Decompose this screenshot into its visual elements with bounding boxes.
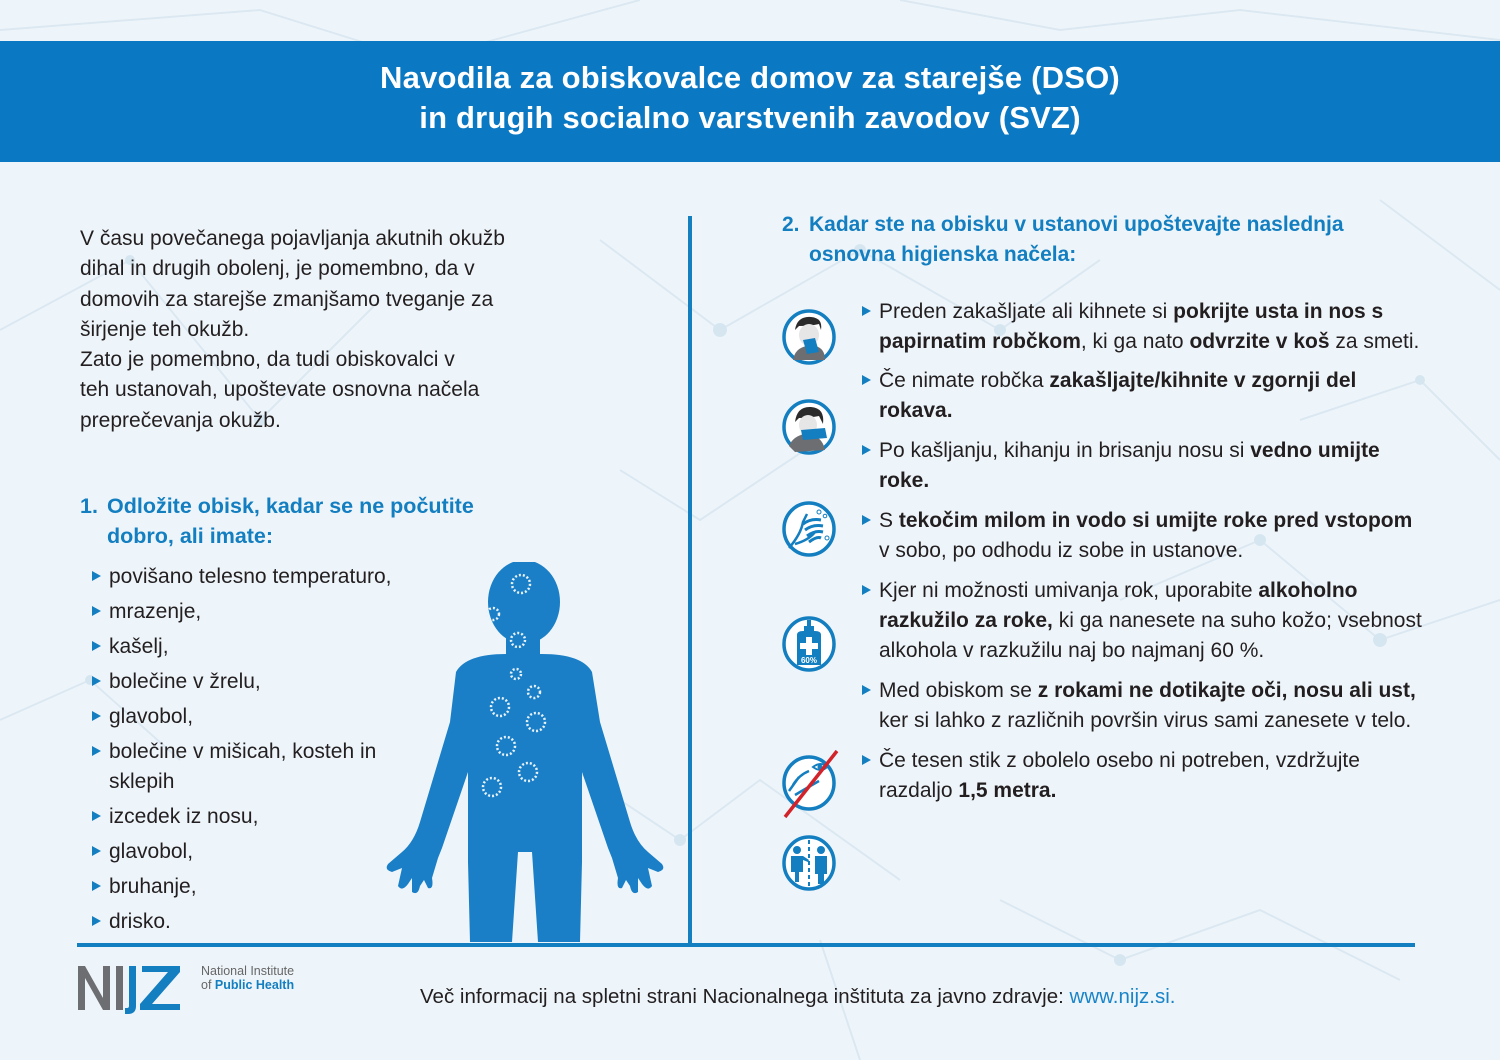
rule-item: [862, 297, 1422, 357]
symptom-item: [92, 632, 432, 662]
symptom-item: [92, 907, 432, 937]
bullet-triangle-icon: [92, 606, 101, 616]
section-2-number: 2.: [782, 213, 800, 236]
column-divider: [688, 216, 692, 944]
symptom-text: izcedek iz nosu,: [109, 805, 259, 828]
rule-emphasis-text: 1,5 metra.: [958, 779, 1057, 802]
symptom-text: drisko.: [109, 910, 171, 933]
intro-line: preprečevanja okužb.: [80, 408, 281, 432]
hand-washing-icon: [781, 500, 837, 558]
rule-text: Med obiskom se: [879, 679, 1038, 702]
section-1-number: 1.: [80, 494, 98, 518]
rule-emphasis-text: z rokami ne dotikajte oči, nosu ali ust,: [1037, 679, 1416, 702]
rule-item: [862, 576, 1422, 666]
symptom-text: mrazenje,: [109, 600, 202, 623]
logo-subtitle-line-2: [201, 978, 294, 992]
rule-item: [862, 436, 1422, 496]
intro-line: domovih za starejše zmanjšamo tveganje za: [80, 287, 494, 311]
intro-line: Zato je pomembno, da tudi obiskovalci v: [80, 348, 455, 372]
bullet-triangle-icon: [862, 585, 871, 595]
logo-subtitle-line-1: National Institute: [201, 964, 295, 978]
hygiene-rules-list: [862, 297, 1422, 806]
section-1-title-line-2: dobro, ali imate:: [107, 524, 274, 548]
rule-text: , ki ga nato: [1080, 330, 1190, 353]
symptom-text: bruhanje,: [109, 875, 197, 898]
section-1-heading: [80, 491, 560, 551]
intro-line: teh ustanovah, upoštevate osnovna načela: [80, 378, 480, 402]
symptom-item: [92, 802, 432, 832]
bullet-triangle-icon: [92, 811, 101, 821]
symptom-text: bolečine v mišicah, kosteh in sklepih: [109, 740, 377, 793]
bullet-triangle-icon: [92, 676, 101, 686]
sanitizer-percent-label: 60%: [800, 656, 818, 665]
rule-emphasis-text: tekočim milom in vodo si umijte roke pred vstopom: [898, 509, 1413, 532]
website-link[interactable]: www.nijz.si.: [1069, 985, 1176, 1008]
symptom-item: [92, 837, 432, 867]
symptom-item: [92, 702, 432, 732]
rule-text: Če tesen stik z obolelo osebo ni potreben, vzdržujte razdaljo: [879, 749, 1360, 802]
intro-line: širjenje teh okužb.: [80, 317, 250, 341]
rule-emphasis-text: odvrzite v koš: [1189, 330, 1330, 353]
symptom-text: povišano telesno temperaturo,: [109, 565, 392, 588]
no-face-touching-icon: [777, 745, 843, 821]
nijz-logo: [78, 962, 188, 1014]
distance-icon: [781, 834, 837, 892]
bullet-triangle-icon: [92, 711, 101, 721]
rule-text: v sobo, po odhodu iz sobe in ustanove.: [879, 539, 1244, 562]
rule-text: ker si lahko z različnih površin virus sami zanesete v telo.: [879, 709, 1412, 732]
symptom-text: glavobol,: [109, 705, 194, 728]
intro-line: V času povečanega pojavljanja akutnih okužb: [80, 227, 505, 250]
bullet-triangle-icon: [862, 685, 871, 695]
bullet-triangle-icon: [92, 746, 101, 756]
rule-emphasis-text: zakašljajte/kihnite v zgornji del rokava.: [879, 369, 1357, 422]
rule-text: S: [879, 509, 899, 532]
rule-item: [862, 746, 1422, 806]
section-1-title-line-1: Odložite obisk, kadar se ne počutite: [107, 494, 474, 518]
section-2-title-line-2: osnovna higienska načela:: [809, 243, 1077, 266]
symptoms-list: [92, 562, 432, 942]
symptom-text: kašelj,: [109, 635, 169, 658]
logo-public-health-text: Public Health: [214, 978, 295, 992]
title-banner: [0, 41, 1500, 162]
symptom-text: glavobol,: [109, 840, 194, 863]
rule-text: Če nimate robčka: [879, 369, 1050, 392]
rule-text: Preden zakašljate ali kihnete si: [879, 300, 1174, 323]
page-title-line-2: in drugih socialno varstvenih zavodov (SVZ): [419, 100, 1081, 135]
human-body-with-viruses-icon: [386, 562, 666, 944]
bullet-triangle-icon: [92, 916, 101, 926]
rule-emphasis-text: alkoholno razkužilo za roke,: [879, 579, 1358, 632]
rule-item: [862, 506, 1422, 566]
symptom-item: [92, 667, 432, 697]
rule-text: ki ga nanesete na suho kožo; vsebnost alkohola v razkužilu naj bo najmanj 60 %.: [879, 609, 1422, 662]
hand-sanitizer-icon: [781, 615, 837, 673]
rule-item: [862, 676, 1422, 736]
bullet-triangle-icon: [862, 445, 871, 455]
tissue-sneeze-icon: [781, 308, 837, 366]
bullet-triangle-icon: [92, 846, 101, 856]
intro-paragraph: [80, 224, 600, 436]
bullet-triangle-icon: [92, 571, 101, 581]
rule-text: Po kašljanju, kihanju in brisanju nosu si: [879, 439, 1251, 462]
page-title-line-1: Navodila za obiskovalce domov za starejše (DSO): [380, 60, 1120, 95]
bullet-triangle-icon: [92, 641, 101, 651]
bullet-triangle-icon: [862, 515, 871, 525]
rule-emphasis-text: vedno umijte roke.: [879, 439, 1380, 492]
symptom-item: [92, 872, 432, 902]
rule-text: za smeti.: [1329, 330, 1420, 353]
symptom-item: [92, 562, 432, 592]
bullet-triangle-icon: [862, 375, 871, 385]
section-2-title-line-1: Kadar ste na obisku v ustanovi upoštevajte naslednja: [809, 213, 1344, 236]
bullet-triangle-icon: [92, 881, 101, 891]
footer-info: [420, 985, 1175, 1009]
rule-item: [862, 366, 1422, 426]
rule-emphasis-text: pokrijte usta in nos s papirnatim robčkom: [879, 300, 1384, 353]
bullet-triangle-icon: [862, 306, 871, 316]
intro-line: dihal in drugih obolenj, je pomembno, da v: [80, 257, 475, 281]
footer-info-text: Več informacij na spletni strani Nacionalnega inštituta za javno zdravje:: [420, 985, 1070, 1008]
section-2-heading: [782, 210, 1462, 270]
sleeve-cough-icon: [781, 398, 837, 456]
rule-text: Kjer ni možnosti umivanja rok, uporabite: [879, 579, 1259, 602]
symptom-item: [92, 737, 409, 797]
logo-of-text: of: [201, 978, 215, 992]
bullet-triangle-icon: [862, 755, 871, 765]
symptom-text: bolečine v žrelu,: [109, 670, 261, 693]
footer-divider: [77, 943, 1415, 947]
symptom-item: [92, 597, 432, 627]
logo-subtitle: [201, 964, 294, 992]
